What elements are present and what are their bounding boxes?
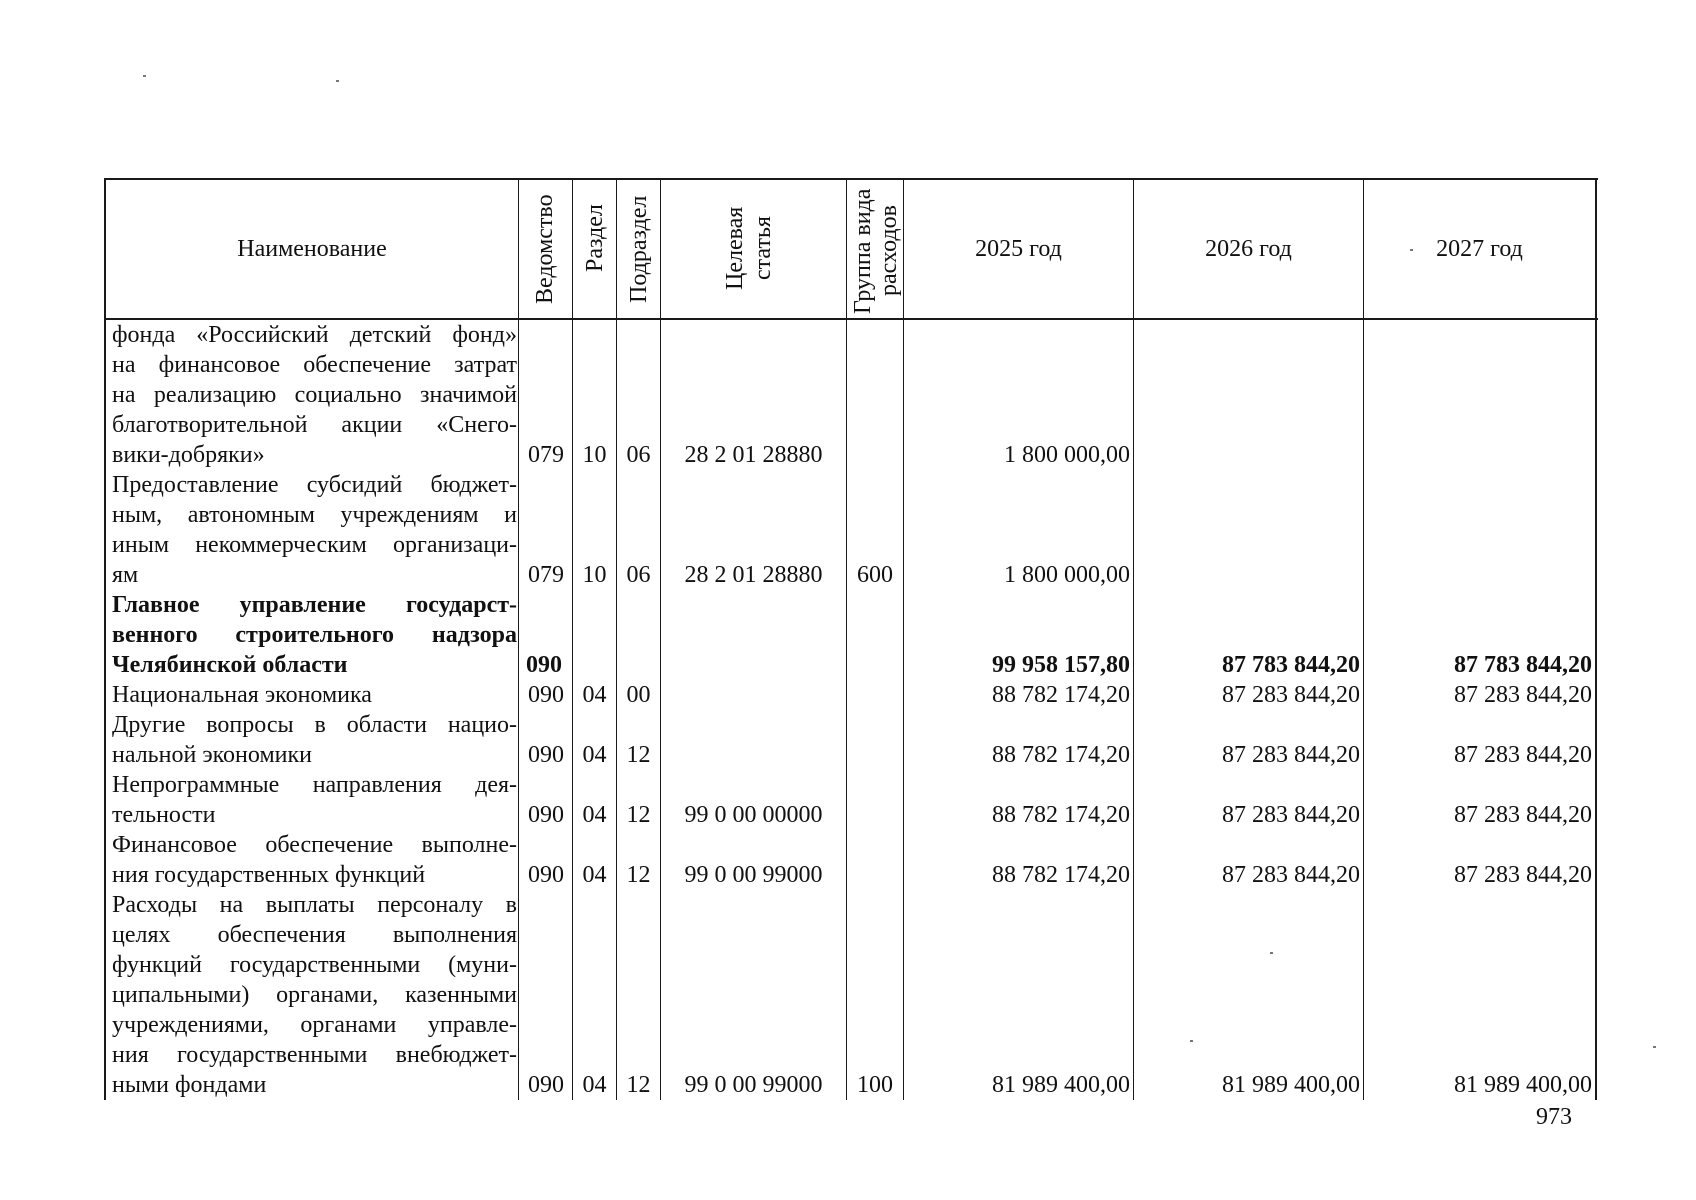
header-dept: Ведомство — [532, 194, 558, 304]
cell-section: 10 — [582, 562, 607, 588]
name-line: Челябинской области — [112, 652, 348, 678]
cell-target: 99 0 00 99000 — [684, 862, 823, 888]
cell-2025: 1 800 000,00 — [1004, 562, 1130, 588]
table-row-name — [112, 320, 517, 470]
col-border-section — [572, 178, 573, 1100]
col-border-right — [1595, 178, 1597, 1100]
cell-section: 10 — [582, 442, 607, 468]
name-line: вики-добряки» — [112, 442, 265, 468]
cell-2025: 88 782 174,20 — [992, 862, 1130, 888]
name-line: на реализацию социально значимой — [112, 382, 517, 408]
cell-2027: 81 989 400,00 — [1454, 1072, 1592, 1098]
table-top-border — [104, 178, 1598, 180]
header-2025: 2025 год — [975, 236, 1062, 262]
name-line: ципальными) органами, казенными — [112, 982, 517, 1008]
cell-section: 04 — [582, 862, 607, 888]
cell-group — [847, 680, 903, 710]
cell-group — [847, 650, 903, 680]
cell-dept: 090 — [528, 682, 564, 708]
table-row-name — [112, 770, 517, 830]
header-group-line2: расходов — [876, 205, 902, 297]
table-row-name — [112, 890, 517, 1100]
cell-subsection: 06 — [626, 562, 651, 588]
cell-target — [661, 740, 846, 770]
name-line: Предоставление субсидий бюджет- — [112, 472, 517, 498]
cell-subsection: 12 — [626, 1072, 651, 1098]
cell-group — [847, 740, 903, 770]
cell-target — [661, 680, 846, 710]
cell-2026: 87 283 844,20 — [1222, 742, 1360, 768]
cell-subsection: 00 — [626, 682, 651, 708]
cell-subsection: 06 — [626, 442, 651, 468]
col-border-left — [104, 178, 106, 1100]
col-border-2026 — [1133, 178, 1134, 1100]
name-line: ния государственных функций — [112, 862, 426, 888]
cell-section: 04 — [582, 802, 607, 828]
name-line: Расходы на выплаты персоналу в — [112, 892, 517, 918]
scan-speck — [1270, 952, 1273, 954]
scan-speck — [1410, 249, 1413, 251]
cell-2025: 99 958 157,80 — [992, 652, 1130, 678]
cell-group — [847, 440, 903, 470]
name-line: ям — [112, 562, 139, 588]
cell-subsection: 12 — [626, 862, 651, 888]
name-line: венного строительного надзора — [112, 622, 517, 648]
cell-2027: 87 283 844,20 — [1454, 862, 1592, 888]
cell-2027: 87 283 844,20 — [1454, 742, 1592, 768]
cell-dept: 090 — [528, 742, 564, 768]
cell-2026: 81 989 400,00 — [1222, 1072, 1360, 1098]
cell-2027 — [1364, 560, 1592, 590]
col-border-target — [660, 178, 661, 1100]
cell-dept: 090 — [528, 802, 564, 828]
cell-section: 04 — [582, 1072, 607, 1098]
table-row-name — [112, 710, 517, 770]
col-border-2027 — [1363, 178, 1364, 1100]
cell-2027: 87 283 844,20 — [1454, 802, 1592, 828]
cell-dept: 079 — [528, 442, 564, 468]
name-line: функций государственными (муни- — [112, 952, 517, 978]
name-line: ным, автономным учреждениям и — [112, 502, 517, 528]
name-line: Главное управление государст- — [112, 592, 517, 618]
name-line: целях обеспечения выполнения — [112, 922, 517, 948]
cell-subsection — [617, 650, 660, 680]
name-line: ния государственными внебюджет- — [112, 1042, 517, 1068]
scan-speck — [336, 80, 339, 82]
name-line: ными фондами — [112, 1072, 267, 1098]
cell-dept: 090 — [526, 652, 562, 678]
name-line: на финансовое обеспечение затрат — [112, 352, 517, 378]
cell-2027 — [1364, 440, 1592, 470]
cell-2026: 87 783 844,20 — [1222, 652, 1360, 678]
col-border-dept — [518, 178, 519, 1100]
table-row-name — [112, 680, 517, 710]
cell-2027: 87 283 844,20 — [1454, 682, 1592, 708]
cell-2025: 88 782 174,20 — [992, 682, 1130, 708]
name-line: учреждениями, органами управле- — [112, 1012, 517, 1038]
cell-dept: 090 — [528, 1072, 564, 1098]
cell-2025: 88 782 174,20 — [992, 802, 1130, 828]
table-row-name — [112, 830, 517, 890]
cell-2025: 81 989 400,00 — [992, 1072, 1130, 1098]
header-2026: 2026 год — [1205, 236, 1292, 262]
table-row-name — [112, 590, 517, 680]
cell-group: 100 — [857, 1072, 893, 1098]
cell-group — [847, 860, 903, 890]
name-line: нальной экономики — [112, 742, 312, 768]
name-line: Непрограммные направления дея- — [112, 772, 517, 798]
cell-2026: 87 283 844,20 — [1222, 802, 1360, 828]
name-line: Финансовое обеспечение выполне- — [112, 832, 517, 858]
cell-2026 — [1134, 440, 1360, 470]
cell-section: 04 — [582, 742, 607, 768]
name-line: иным некоммерческим организаци- — [112, 532, 517, 558]
cell-subsection: 12 — [626, 802, 651, 828]
header-2027: 2027 год — [1436, 236, 1523, 262]
name-line: фонда «Российский детский фонд» — [112, 322, 517, 348]
name-line: Другие вопросы в области нацио- — [112, 712, 517, 738]
header-target-line2: статья — [750, 216, 776, 280]
cell-group — [847, 800, 903, 830]
name-line: тельности — [112, 802, 216, 828]
cell-2026 — [1134, 560, 1360, 590]
cell-group: 600 — [857, 562, 893, 588]
cell-subsection: 12 — [626, 742, 651, 768]
header-target-line1: Целевая — [722, 206, 748, 290]
cell-target: 28 2 01 28880 — [684, 562, 823, 588]
table-row-name — [112, 470, 517, 590]
cell-dept: 079 — [528, 562, 564, 588]
name-line: благотворительной акции «Снего- — [112, 412, 517, 438]
header-section: Раздел — [582, 204, 608, 272]
header-target — [720, 194, 778, 302]
cell-2026: 87 283 844,20 — [1222, 862, 1360, 888]
cell-2027: 87 783 844,20 — [1454, 652, 1592, 678]
header-subsection: Подраздел — [626, 195, 652, 303]
cell-target: 99 0 00 00000 — [684, 802, 823, 828]
cell-2025: 88 782 174,20 — [992, 742, 1130, 768]
scan-speck — [1190, 1040, 1193, 1042]
cell-2026: 87 283 844,20 — [1222, 682, 1360, 708]
cell-dept: 090 — [528, 862, 564, 888]
scan-speck — [143, 75, 146, 77]
col-border-subsection — [616, 178, 617, 1100]
name-line: Национальная экономика — [112, 682, 372, 708]
cell-2025: 1 800 000,00 — [1004, 442, 1130, 468]
header-name: Наименование — [237, 236, 387, 262]
cell-section — [573, 650, 616, 680]
col-border-group — [846, 178, 847, 1100]
cell-target: 28 2 01 28880 — [684, 442, 823, 468]
cell-target: 99 0 00 99000 — [684, 1072, 823, 1098]
page-number: 973 — [1536, 1104, 1572, 1130]
cell-section: 04 — [582, 682, 607, 708]
header-group — [848, 184, 904, 318]
header-group-line1: Группа вида — [850, 188, 876, 314]
scan-speck — [1653, 1046, 1656, 1048]
cell-target — [661, 650, 846, 680]
